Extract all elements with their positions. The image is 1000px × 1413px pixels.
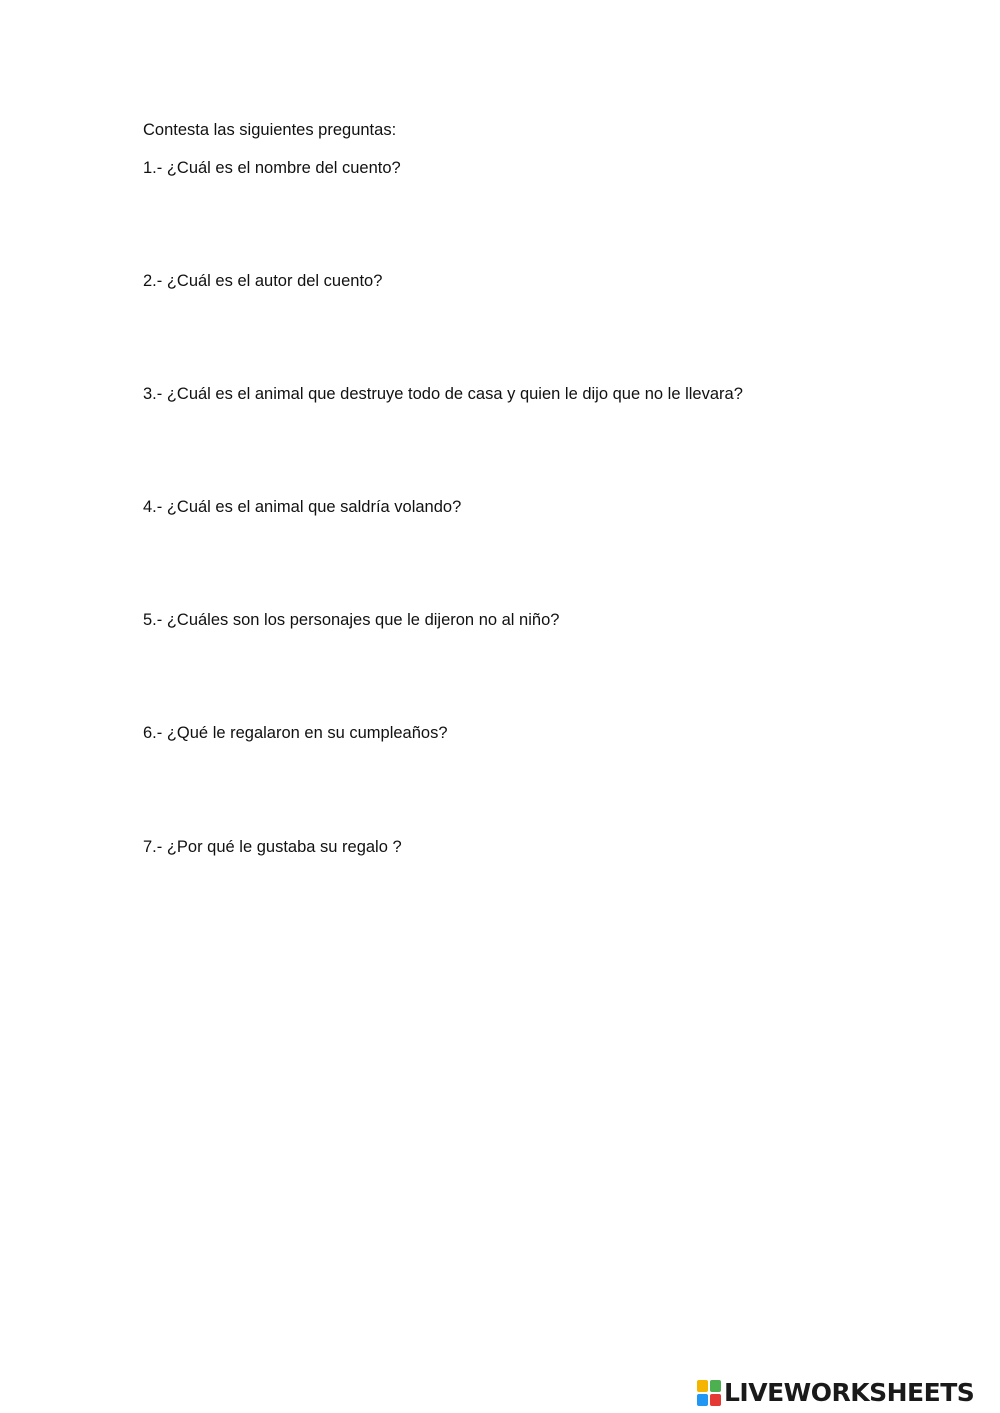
- question-5: 5.- ¿Cuáles son los personajes que le dijeron no al niño?: [143, 611, 560, 629]
- question-1: 1.- ¿Cuál es el nombre del cuento?: [143, 159, 401, 177]
- question-3: 3.- ¿Cuál es el animal que destruye todo de casa y quien le dijo que no le llevara?: [143, 385, 743, 403]
- question-4: 4.- ¿Cuál es el animal que saldría volando?: [143, 498, 462, 516]
- instruction-text: Contesta las siguientes preguntas:: [143, 121, 397, 139]
- question-6: 6.- ¿Qué le regalaron en su cumpleaños?: [143, 724, 448, 742]
- logo-text: LIVEWORKSHEETS: [724, 1378, 975, 1407]
- liveworksheets-logo: [697, 1378, 974, 1408]
- question-2: 2.- ¿Cuál es el autor del cuento?: [143, 272, 383, 290]
- liveworksheets-logo-icon: [697, 1380, 721, 1406]
- question-7: 7.- ¿Por qué le gustaba su regalo ?: [143, 838, 402, 856]
